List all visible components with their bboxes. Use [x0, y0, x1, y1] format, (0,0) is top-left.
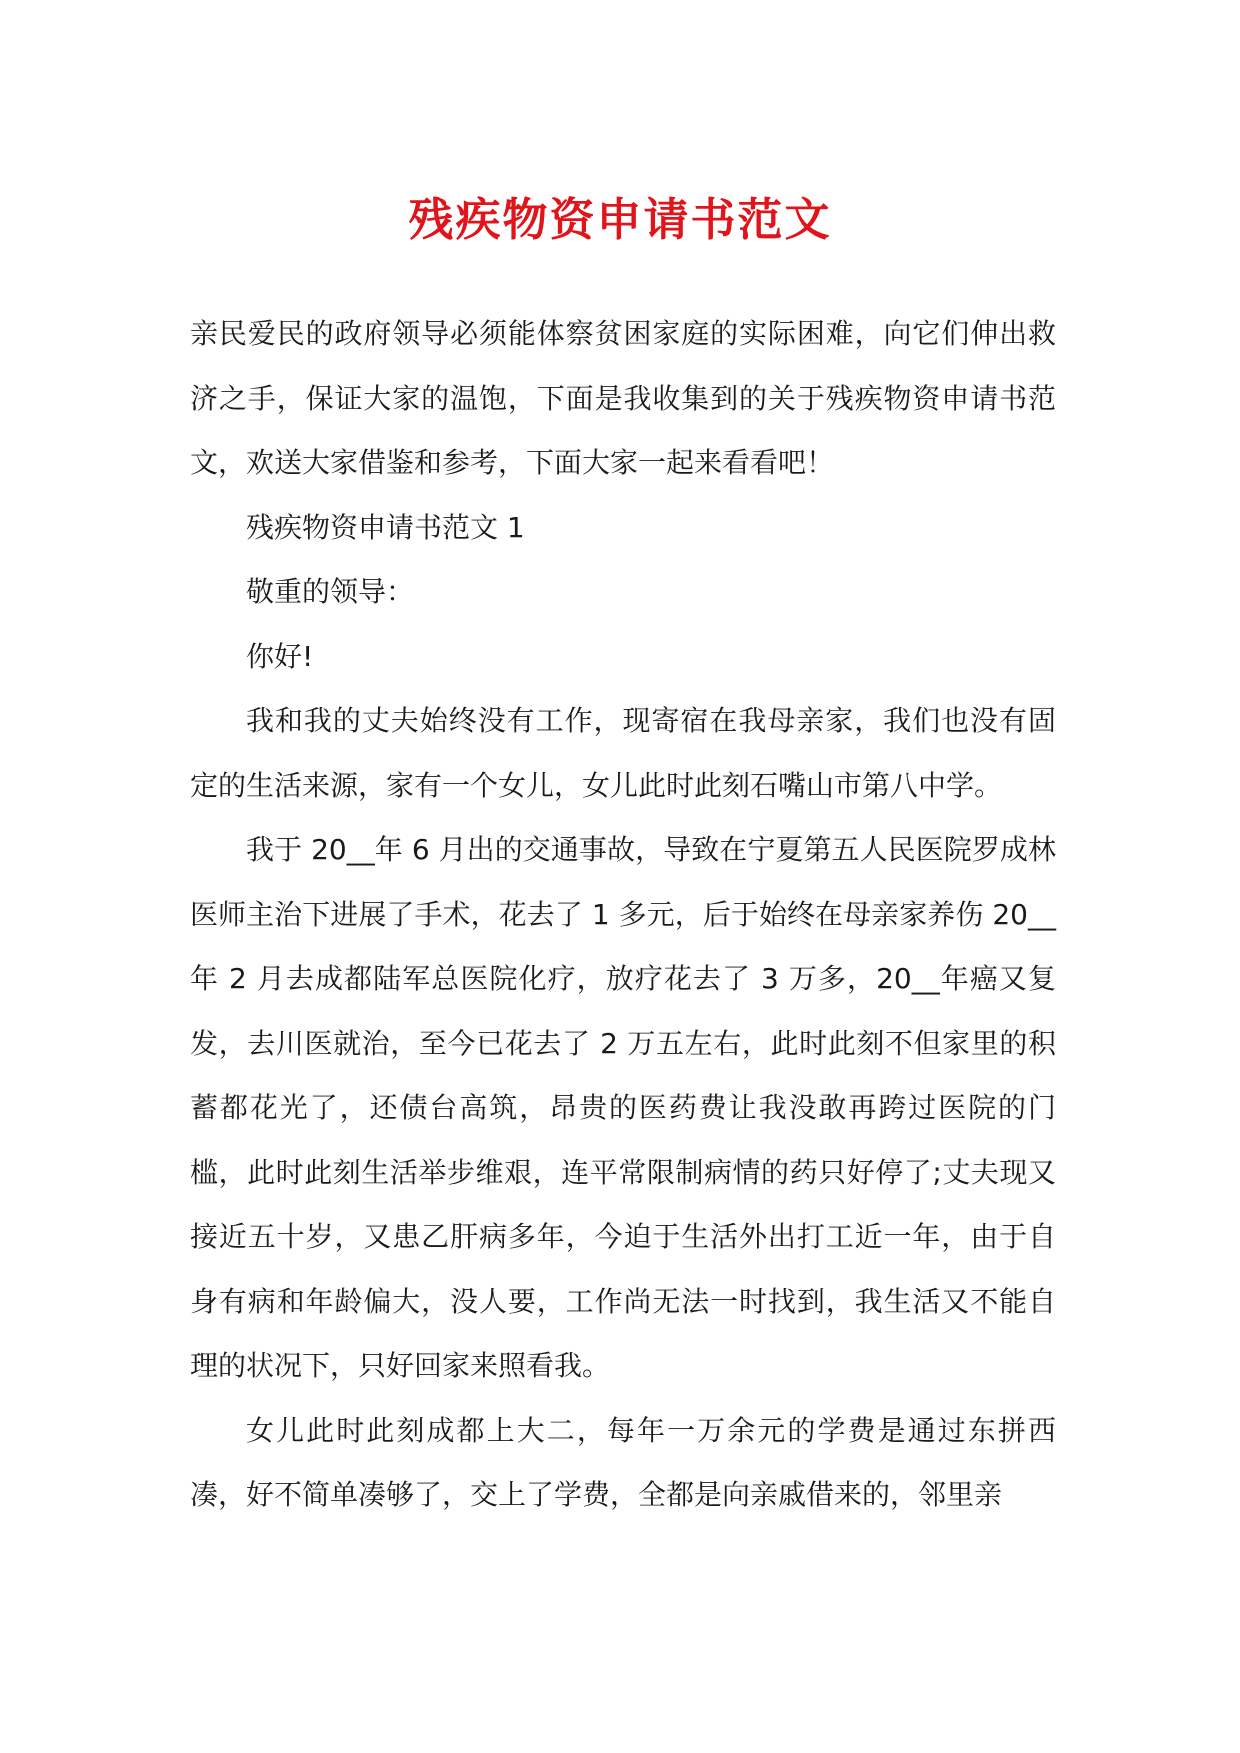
body-paragraph: 女儿此时此刻成都上大二，每年一万余元的学费是通过东拼西凑，好不简单凑够了，交上了学费，全都是向亲戚借来的，邻里亲	[190, 1413, 1056, 1511]
intro-paragraph: 亲民爱民的政府领导必须能体察贫困家庭的实际困难，向它们伸出救济之手，保证大家的温饱，下面是我收集到的关于残疾物资申请书范文，欢送大家借鉴和参考，下面大家一起来看看吧！	[190, 317, 1056, 479]
document-body	[190, 302, 1056, 1528]
greeting: 你好!	[246, 639, 314, 673]
document-title: 残疾物资申请书范文	[408, 193, 832, 246]
body-paragraph: 我和我的丈夫始终没有工作，现寄宿在我母亲家，我们也没有固定的生活来源，家有一个女儿，女儿此时此刻石嘴山市第八中学。	[190, 704, 1056, 802]
body-paragraph: 我于 20__年 6 月出的交通事故，导致在宁夏第五人民医院罗成林医师主治下进展了手术，花去了 1 多元，后于始终在母亲家养伤 20__年 2 月去成都陆军总医院化疗，放疗花去了 3 万多，20__年癌又复发，去川医就治，至今已花去了 2 万五左右，此时此刻不但家里的积蓄都花光了，还债台高筑，昂贵的医药费让我没敢再跨过医院的门槛，此时此刻生活举步维艰，连平常限制病情的药只好停了;丈夫现又接近五十岁，又患乙肝病多年，今迫于生活外出打工近一年，由于自身有病和年龄偏大，没人要，工作尚无法一时找到，我生活又不能自理的状况下，只好回家来照看我。	[190, 833, 1056, 1382]
salutation: 敬重的领导：	[246, 575, 415, 608]
section-heading: 残疾物资申请书范文 1	[246, 510, 525, 544]
